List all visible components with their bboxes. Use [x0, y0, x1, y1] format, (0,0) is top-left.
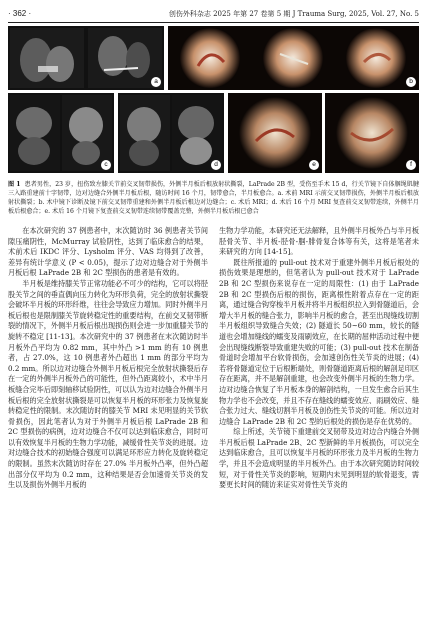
page-header: [8, 8, 419, 20]
panel-a-mri-image: [8, 26, 164, 90]
panel-f-arthroscopy-image: [325, 93, 419, 173]
panel-c-mri-image: [8, 93, 114, 173]
figure-caption: [8, 180, 419, 216]
panel-label: b: [406, 77, 416, 87]
panel-label: e: [309, 160, 319, 170]
panel-e-arthroscopy-image: [228, 93, 322, 173]
paragraph: 生物力学功能，本研究还无法解释，且外侧半月板外凸与半月板胫骨关节、半月板-胫骨-腘-腓骨复合体等有关，这将是笔者未来研究的方向 [14-15]。: [219, 226, 419, 257]
paragraph: 半月板是维持膝关节正常功能必不可少的结构，它可以将胫股关节之间的垂直偶向压力转化为环形负荷，完全的放射状撕裂会破坏半月板的环形纤维，往往会导致应力增加。同时外侧半月板后根也是限制膝关节旋转稳定性的重要结构，在前交叉韧带断裂的情况下，外侧半月板后根出现损伤则会进一步加重膝关节的旋转不稳定 [11-13]。本次研究中的 37 例患者在末次随访时半月板外凸平均为 0.82 mm，其中外凸 >1 mm 的有 10 例患者，占 27.0%，这 10 例患者外凸超出 1 mm 的部分平均为 0.2 mm。所以边对边缝合外侧半月板后根完全放射状撕裂后存在一定的外侧半月板外凸的可能性，但外凸距离较小，术中半月板缝合完毕后即刻轴移试验阴性，可以认为边对边缝合外侧半月板后根的完全放射状撕裂是可以恢复半月板的环形张力及恢复旋转稳定性的限制。末次随访时的膝关节 MRI 未见明显的关节软骨损伤，因此笔者认为对于外侧半月板后根 LaPrade 2B 和 2C 型损伤的病例，边对边缝合不仅可以达到临床愈合，同时可以有效恢复半月板的生物力学功能，减缓骨性关节炎的进展。边对边缝合技术的初始缝合强度可以满足环形应力转化及旋转稳定的限制。虽然末次随访时存在 27.0% 半月板外凸率，但外凸超出部分仅平均为 0.2 mm，这种结果是否会加速骨关节炎的发生以及损伤外侧半月板的: [8, 278, 208, 490]
right-column: [219, 226, 419, 491]
journal-citation: 创伤外科杂志 2025 年第 27 卷第 5 期 J Trauma Surg, 2025, Vol. 27, No. 5: [168, 10, 419, 18]
panel-label: d: [211, 160, 221, 170]
panel-d-mri-image: [118, 93, 224, 173]
paragraph: 在本次研究的 37 例患者中，末次随访时 36 例患者关节间隙压痛阴性，McMurray 试验阴性，达到了临床愈合的结果，术前术后 IKDC 评分、Lysholm 评分、VAS 均得到了改善，差异有统计学意义 (P < 0.05)，提示了边对边缝合对于外侧半月板后根 LaPrade 2B 和 2C 型损伤的患者是有效的。: [8, 226, 208, 278]
panel-b-arthroscopy-image: [168, 26, 419, 90]
paragraph: 综上所述，关节镜下重建前交叉韧带及边对边合内缝合外侧半月板后根 LaPrade 2B、2C 型新鲜的半月板损伤，可以完全达到临床愈合，且可以恢复半月板的环形张力及半月板的生物力学，并且不会造成明显的半月板外凸。由于本次研究随访时间较短，对于骨性关节炎的影响，短期内未见到明显的软骨退变，需要更长时间的随访来证实对骨性关节炎的: [219, 427, 419, 490]
paragraph: 既往所报道的 pull-out 技术对于重建外侧半月板后根处的损伤效果是理想的，但笔者认为 pull-out 技术对于 LaPrade 2B 和 2C 型损伤来说存在一定的局限性：(1) 由于 LaPrade 2B 和 2C 型损伤后根的损伤，距离根性附着点存在一定的距离，通过缝合钩穿梭半月板并将半月板组织拉入到骨隧道后，会增大半月板的缝合张力，影响半月板的愈合，甚至出现缝线切割半月板组织导致缝合失效；(2) 隧道长 50~60 mm，较长的隧道也会增加缝线的蠕变及雨刷效应，在长期的屈伸活动过程中便会出现缝线断裂导致重建失败的可能；(3) pull-out 技术在制备骨道时会增加平台软骨损伤，会加速创伤性关节炎的进展；(4) 若将骨隧道定位于后根断端处，则骨隧道距离后根的解剖足印区存在距离，并不是解剖重建，也会改变外侧半月板的生物力学。边对边缝合恢复了半月板本身的解剖结构，一旦发生愈合后其生物力学也不会改变，并且不存在缝线的蠕变效应、雨刷效应、缝合张力过大、缝线切割半月板及创伤性关节炎的可能。所以边对边缝合 LaPrade 2B 和 2C 型的后根处的损伤是存在优势的。: [219, 257, 419, 426]
figure-label: 图 1: [8, 181, 21, 188]
page-number: · 362 ·: [8, 9, 32, 18]
header-rule: [8, 22, 419, 23]
caption-text: 患者男性，23 岁，扭伤致左膝关节前交叉韧带损伤，外侧半月板后根放射状撕裂，LaPrade 2B 型，受伤至手术 15 d，行关节镜下自体腘绳肌腱三入路重建前十字韧带，边对边缝合外侧半月板后根，随访时间 16 个月，韧带愈合，半月板愈合。a. 术前 MRI 示前交叉韧带损伤，外侧半月板后根放射状撕裂；b. 术中镜下诊断及镜下前交叉韧带重建和外侧半月板后根边对边缝合；c. 术后 MRI；d. 术后 16 个月 MRI 复查前交叉韧带连续，外侧半月板后根愈合；e. 术后 16 个月镜下复查前交叉韧带连续韧带覆盖完整，外侧半月板后根已愈合: [8, 181, 419, 215]
panel-label: a: [151, 77, 161, 87]
panel-label: c: [101, 160, 111, 170]
figure-1: [8, 26, 419, 176]
panel-label: f: [406, 160, 416, 170]
left-column: [8, 226, 208, 491]
